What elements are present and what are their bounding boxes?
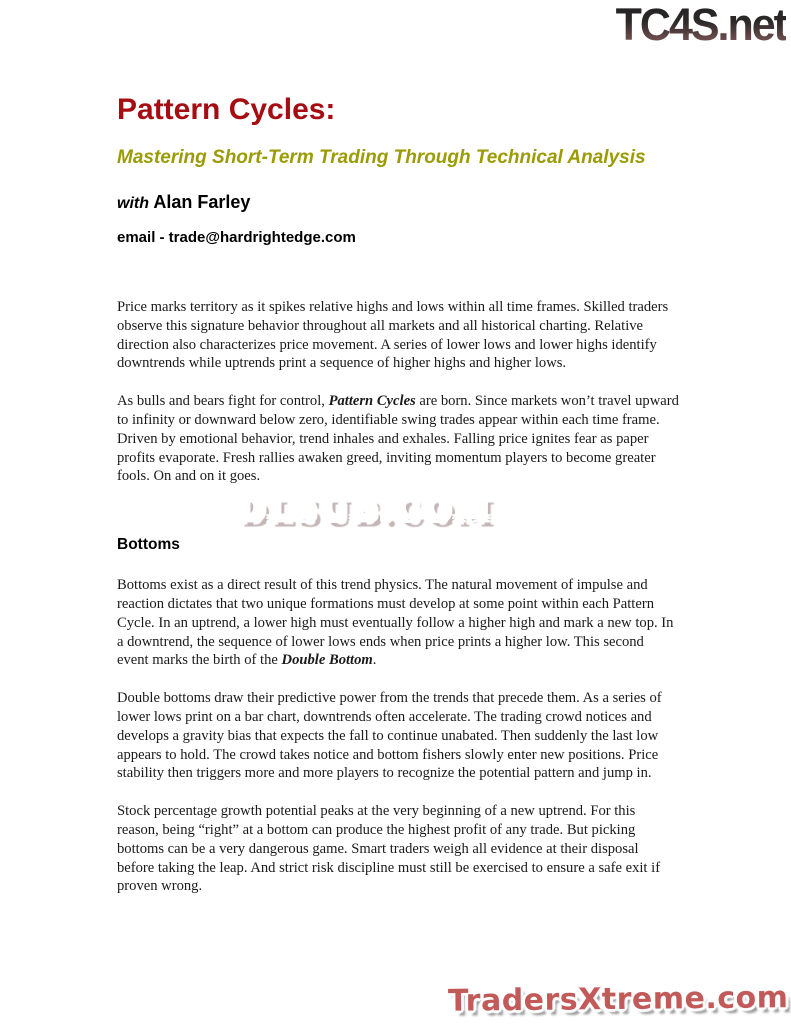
emphasis-pattern-cycles: Pattern Cycles — [328, 393, 416, 410]
byline-prefix: with — [117, 195, 149, 212]
paragraph-2-post: are born. Since markets won’t travel upward to infinity or downward below zero, identifiable swing trades appear within each time frame. Driven by emotional behavior, trend inhales and exhales. Falling price ignites fear as paper profits evaporate. Fresh rallies awaken greed, inviting momentum players to become greater fools. On and on it goes. — [117, 393, 679, 485]
paragraph-3-pre: Bottoms exist as a direct result of this trend physics. The natural movement of impulse and reaction dictates that two unique formations must develop at some point within each Pattern Cycle. In an uptrend, a lower high must eventually follow a higher high and mark a new top. In a downtrend, the sequence of lower lows ends when price prints a higher low. This second event marks the birth of the — [117, 577, 674, 669]
paragraph-1: Price marks territory as it spikes relative highs and lows within all time frames. Skilled traders observe this signature behavior throughout all markets and all historical charting. Relative direction also characterizes price movement. A series of lower lows and lower highs identify downtrends while uptrends print a sequence of higher highs and higher lows. — [117, 299, 669, 372]
emphasis-double-bottom: Double Bottom — [281, 652, 373, 669]
paragraph-2-pre: As bulls and bears fight for control, — [117, 393, 329, 410]
paragraph-5: Stock percentage growth potential peaks at the very beginning of a new uptrend. For this reason, being “right” at a bottom can produce the highest profit of any trade. But picking bottoms can be a very dangerous game. Smart traders weigh all evidence at their disposal before taking the leap. And strict risk discipline must still be exercised to ensure a safe exit if proven wrong. — [117, 803, 661, 895]
email-line: email - trade@hardrightedge.com — [117, 229, 356, 246]
tradersxtreme-watermark-logo: TradersXtreme.com — [447, 980, 789, 1019]
paragraph-3 — [117, 576, 679, 670]
page-content — [117, 93, 679, 915]
paragraph-3-post: . — [372, 652, 377, 669]
paragraph-2 — [117, 392, 679, 486]
page-subtitle: Mastering Short-Term Trading Through Technical Analysis — [117, 147, 646, 168]
author-name — [149, 192, 250, 212]
paragraph-4: Double bottoms draw their predictive power from the trends that precede them. As a series of lower lows print on a bar chart, downtrends often accelerate. The trading crowd notices and develops a gravity bias that expects the fall to continue unabated. Then suddenly the last low appears to hold. The crowd takes notice and bottom fishers slowly enter new positions. Price stability then triggers more and more players to recognize the potential pattern and jump in. — [117, 690, 662, 782]
byline — [117, 192, 679, 213]
author-name-text: Alan Farley — [153, 192, 251, 212]
page-title: Pattern Cycles: — [117, 93, 336, 126]
tc4s-watermark-logo: TC4S.net — [615, 0, 786, 51]
section-heading-bottoms: Bottoms — [117, 536, 180, 554]
dlsub-watermark-logo: DLSUB.COM — [237, 488, 493, 528]
